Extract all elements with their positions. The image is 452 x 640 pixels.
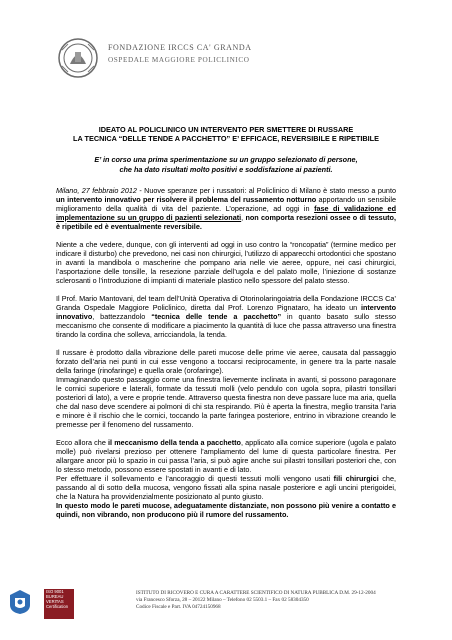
p3-bold-1: intervento innovativo [56, 302, 396, 321]
p1-text-2: apportando un sensibile miglioramento della qualità di vita del paziente. L’operazione, ad oggi in [56, 194, 396, 213]
p1-bold-2: non comporta resezioni ossee o di tessuto, è ripetibile ed è eventualmente reversibile. [56, 212, 396, 231]
cert-line-1: ISO 9001 [46, 589, 64, 594]
p7-text-2: che, passando al di sotto della mucosa, vengono fissati alla spina nasale posteriore e agli uncini pterigoidei, che la Natura ha provvidenzialmente posizionato al punto giusto. [56, 473, 396, 501]
title-line-1: IDEATO AL POLICLINICO UN INTERVENTO PER SMETTERE DI RUSSARE [98, 125, 354, 134]
p3-text-1: Il Prof. Mario Mantovani, del team dell’Unità Operativa di Otorinolaringoiatria della Fondazione IRCCS Ca’ Granda Ospedale Maggiore Policlinico, diretta dal Prof. Lorenzo Pignataro, ha ideato un [56, 293, 396, 312]
paragraph-6 [56, 438, 396, 474]
document-subtitle [56, 155, 396, 173]
paragraph-5: Immaginando questo passaggio come una finestra lievemente inclinata in avanti, si possono paragonare le cornici superiore e laterali, formate da tessuti molli (velo pendulo con ugola sopra, pilastri tonsillari posteriori di lato), a vere e proprie tende. Attraverso questa finestra non deve passare luce ma aria, quella che dal naso deve scendere ai polmoni di chi sta respirando. Più è aperta la finestra, meglio transita l’aria e minore è il rischio che le cornici, toccando la parte faringea posteriore, entrino in vibrazione creando le premesse per il fenomeno del russamento. [56, 374, 396, 429]
title-line-2: LA TECNICA “DELLE TENDE A PACCHETTO” E’ EFFICACE, REVERSIBILE E RIPETIBILE [73, 134, 379, 144]
p1-bold-1: un intervento innovativo per risolvere il problema del russamento notturno [56, 194, 317, 204]
press-release-body [56, 125, 396, 528]
dateline: Milano, 27 febbraio 2012 [56, 185, 137, 195]
p1-bold-underlined: fase di validazione ed implementazione su un gruppo di pazienti selezionati [56, 203, 396, 222]
p3-bold-2: “tecnica delle tende a pacchetto” [151, 311, 282, 321]
p6-text-2: , applicato alla cornice superiore (ugola e palato molle) può rivelarsi prezioso per ottenere l’ampliamento del lume di questa particolare finestra. Per allargare ancor più lo spazio in cui passa l’aria, si può agire anche sui pilastri tonsillari posteriori che, con lo stesso metodo, possono essere spostati in avanti e di lato. [56, 437, 396, 474]
p7-text-1: Per effettuare il sollevamento e l’ancoraggio di questi tessuti molli vengono usati [56, 473, 334, 483]
p3-text-3: in quanto basato sullo stesso meccanismo che consente di modificare a piacimento la quantità di luce che passa attraverso una finestra tirando la cordina che solleva, arricciandola, la tenda. [56, 311, 396, 339]
footer-address [136, 590, 376, 611]
p7-bold-2: In questo modo le pareti mucose, adeguatamente distanziate, non possono più venire a contatto e quindi, non vibrando, non producono più il rumore del russamento. [56, 500, 396, 519]
organization-subtitle: OSPEDALE MAGGIORE POLICLINICO [108, 56, 250, 64]
cert-line-3: Certification [46, 604, 69, 609]
document-title [56, 125, 396, 143]
paragraph-7 [56, 474, 396, 519]
paragraph-4: Il russare è prodotto dalla vibrazione delle pareti mucose delle prime vie aeree, causata dal passaggio forzato dell’aria nei punti in cui esse vengono a toccarsi reciprocamente, in genere tra la parte nasale della faringe (rinofaringe) e quella orale (orofaringe). [56, 347, 396, 375]
footer-emblem-logo [8, 589, 32, 615]
paragraph-1 [56, 186, 396, 231]
subtitle-line-1: E’ in corso una prima sperimentazione su un gruppo selezionato di persone, [94, 155, 358, 165]
iso-certification-badge [44, 589, 74, 619]
letterhead [56, 36, 396, 80]
cert-line-2: BUREAU VERITAS [46, 594, 64, 604]
subtitle-line-2: che ha dato risultati molto positivi e soddisfazione ai pazienti. [119, 164, 333, 174]
footer-line-3: Codice Fiscale e Part. IVA 04724150968 [136, 604, 221, 610]
p6-text-1: Ecco allora che [56, 437, 109, 447]
organization-name: FONDAZIONE IRCCS CA' GRANDA [108, 43, 252, 52]
foundation-seal-logo [56, 36, 100, 80]
paragraph-3 [56, 294, 396, 339]
p7-bold-1: fili chirurgici [333, 473, 379, 483]
paragraph-2: Niente a che vedere, dunque, con gli interventi ad oggi in uso contro la “roncopatia” (termine medico per indicare il disturbo) che prevedono, nei casi non chirurgici, l’utilizzo di apparecchi ortodontici che spostano in avanti la mandibola o mascherine che pompano aria nelle vie aeree, oppure, nei casi chirurgici, l’asportazione delle tonsille, la resezione parziale dell’ugola e del palato molle, l’iniezione di sostanze sclerosanti o l’introduzione di impianti di materiale plastico nello spessore del palato stesso. [56, 239, 396, 285]
footer [0, 586, 452, 626]
p1-text-1: - Nuove speranze per i russatori: al Policlinico di Milano è stato messo a punto [136, 185, 396, 195]
p3-text-2: , battezzandolo [92, 311, 152, 321]
p6-bold-1: il meccanismo della tenda a pacchetto [108, 437, 241, 447]
footer-line-1: ISTITUTO DI RICOVERO E CURA A CARATTERE SCIENTIFICO DI NATURA PUBBLICA D.M. 29-12-2004 [136, 590, 376, 596]
p1-text-3: , [241, 212, 246, 222]
footer-line-2: via Francesco Sforza, 28 – 20122 Milano – Telefono 02 5503.1 – Fax 02 58304350 [136, 597, 309, 603]
